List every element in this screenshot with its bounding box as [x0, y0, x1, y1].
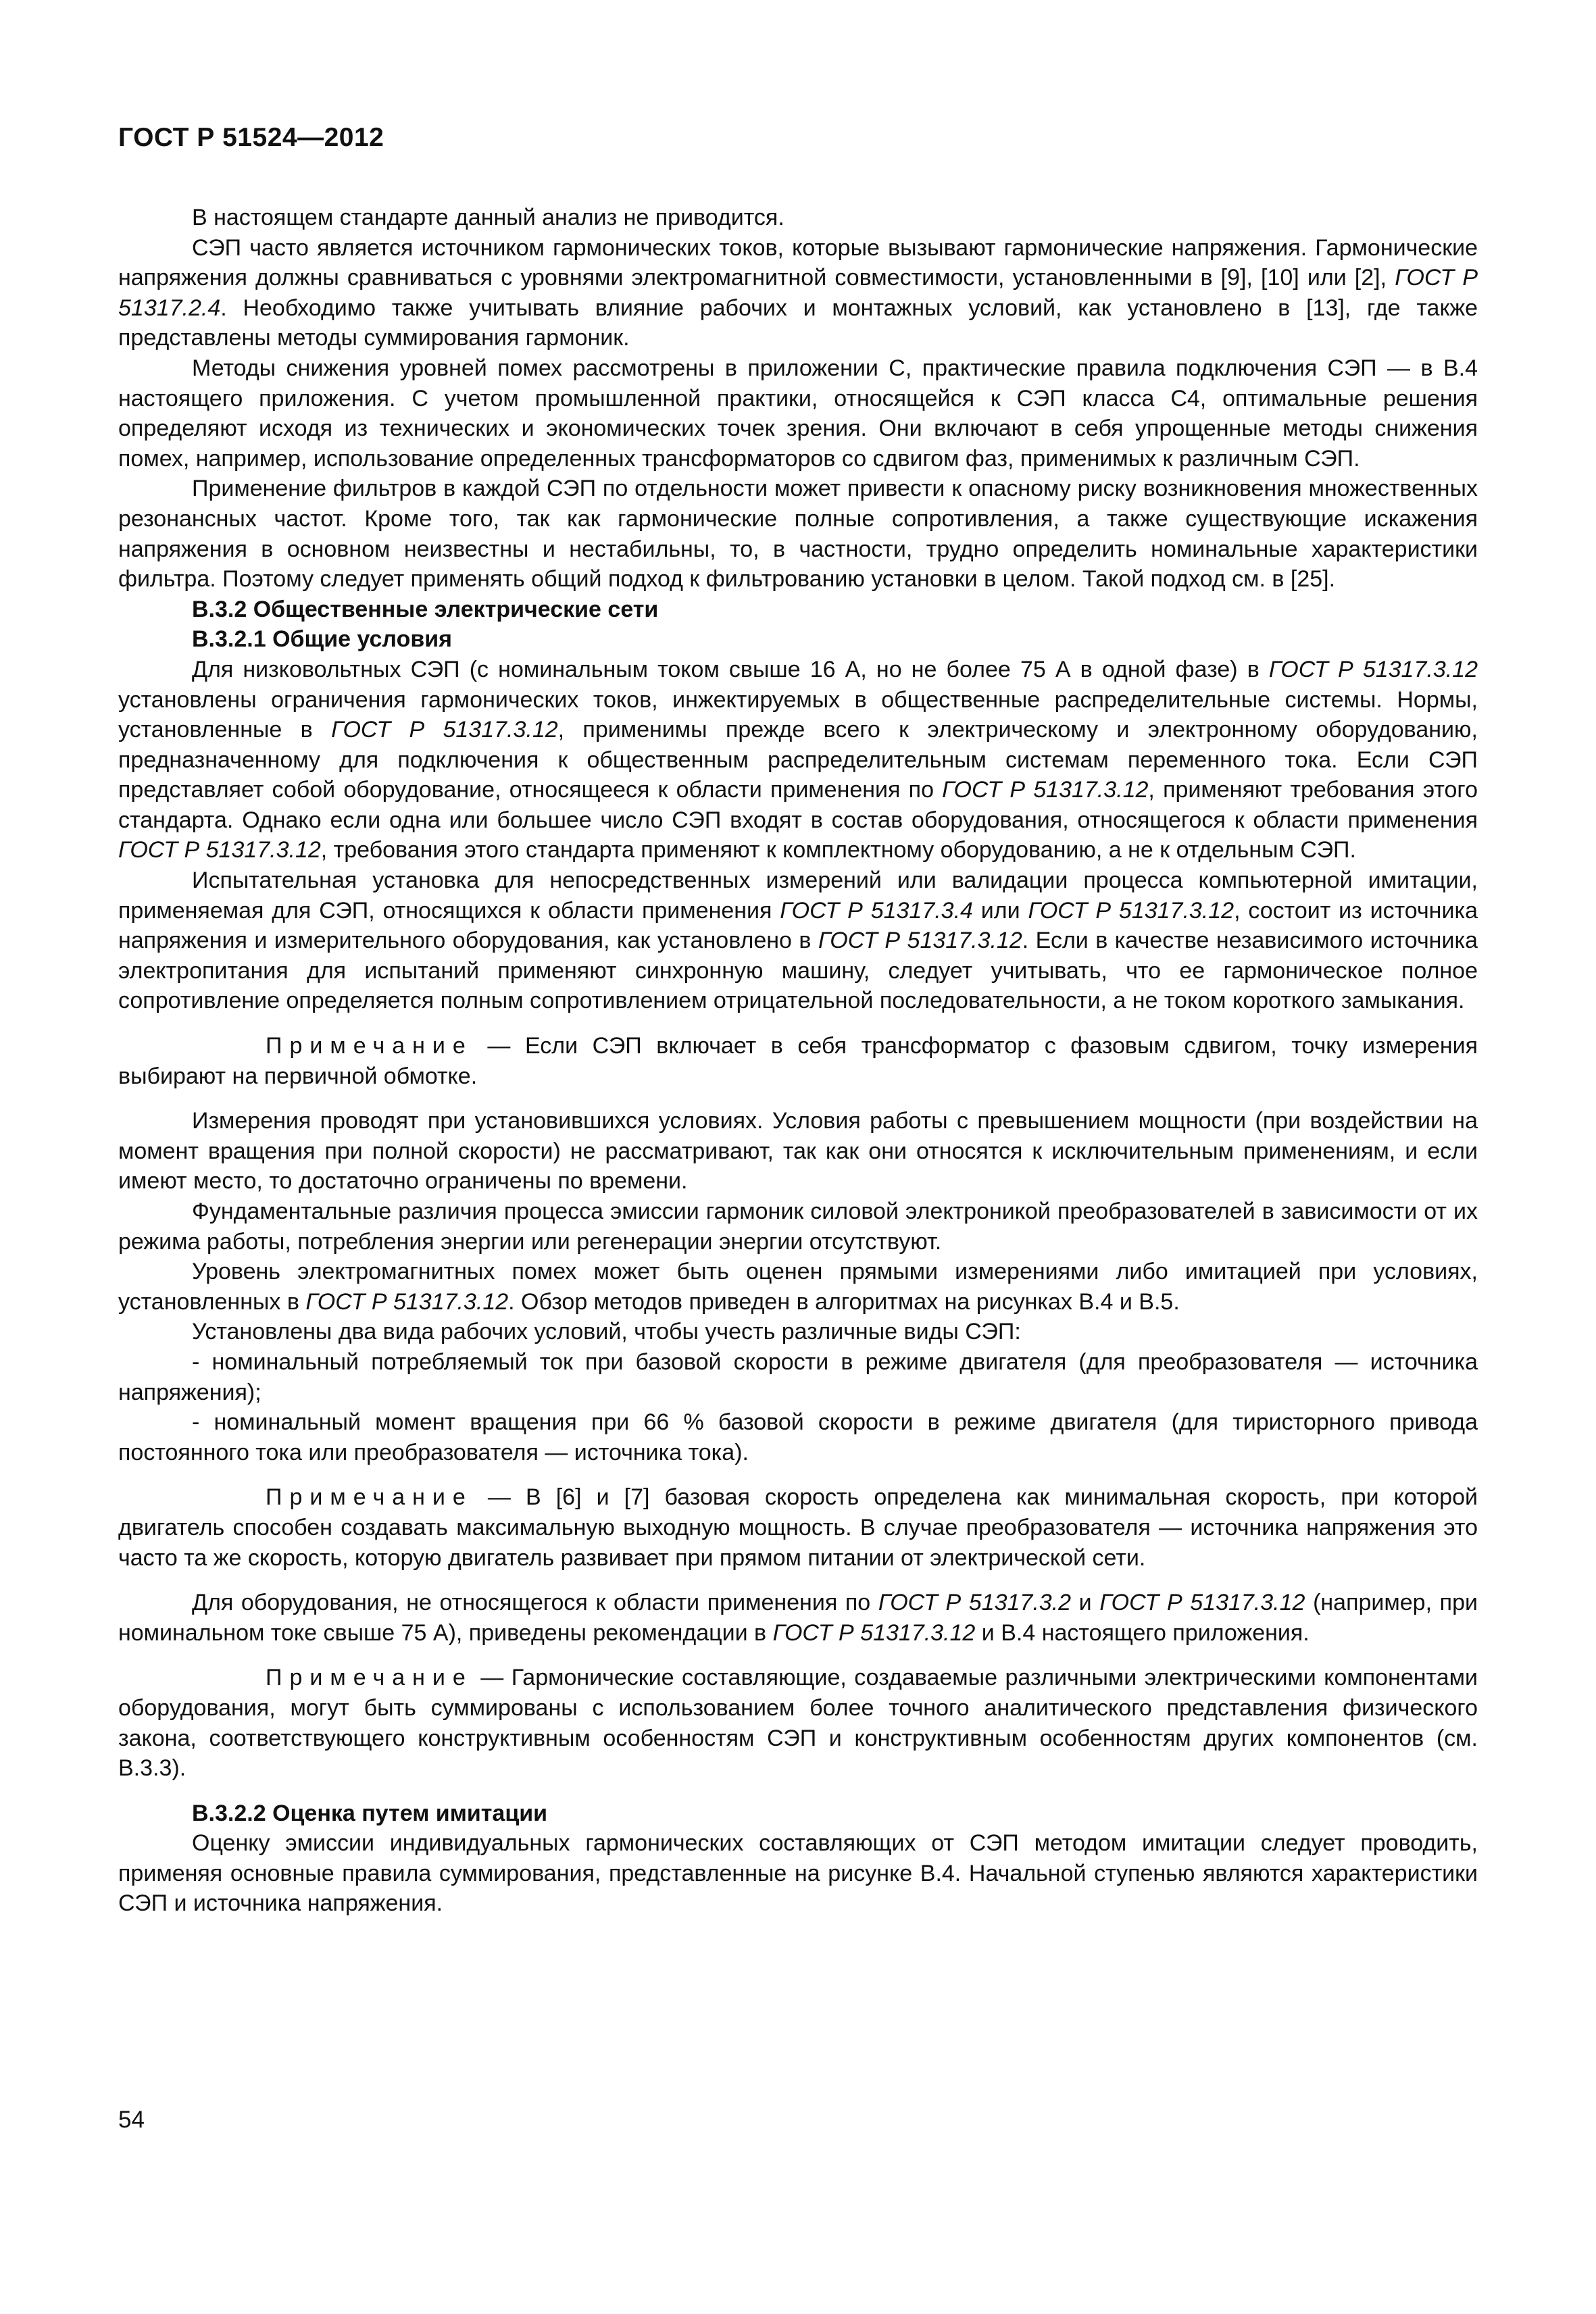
note-text: — Если СЭП включает в себя трансформатор с фазовым сдвигом, точку измерения выбирают на первичной обмотке.	[118, 1033, 1478, 1089]
note-label: Примечание	[266, 1665, 473, 1691]
note-text: — Гармонические составляющие, создаваемые различными электрическими компонентами оборудования, могут быть суммированы с использованием более точного аналитического представления физического закона, соответствующего конструктивным особенностям СЭП и конструктивным особенностям других компонентов (см. В.3.3).	[118, 1665, 1478, 1782]
page-number: 54	[118, 2107, 145, 2133]
list-item: - номинальный момент вращения при 66 % базовой скорости в режиме двигателя (для тиристорного привода постоянного тока или преобразователя — источника тока).	[118, 1409, 1478, 1465]
note-label: Примечание	[266, 1033, 473, 1059]
document-header: ГОСТ Р 51524—2012	[118, 123, 384, 152]
document-body	[118, 203, 1478, 1919]
note-text: — В [6] и [7] базовая скорость определена как минимальная скорость, при которой двигатель способен создавать максимальную выходную мощность. В случае преобразователя — источника напряжения это часто та же скорость, которую двигатель развивает при прямом питании от электрической сети.	[118, 1484, 1478, 1571]
paragraph: Испытательная установка для непосредственных измерений или валидации процесса компьютерной имитации, применяемая для СЭП, относящихся к области применения ГОСТ Р 51317.3.4 или ГОСТ Р 51317.3.12, состоит из источника напряжения и измерительного оборудования, как установлено в ГОСТ Р 51317.3.12. Если в качестве независимого источника электропитания для испытаний применяют синхронную машину, следует учитывать, что ее гармоническое полное сопротивление определяется полным сопротивлением отрицательной последовательности, а не током короткого замыкания.	[118, 867, 1478, 1014]
subsection-heading: В.3.2.2 Оценка путем имитации	[192, 1800, 548, 1826]
paragraph: СЭП часто является источником гармонических токов, которые вызывают гармонические напряжения. Гармонические напряжения должны сравниваться с уровнями электромагнитной совместимости, установленными в [9], [10] или [2], ГОСТ Р 51317.2.4. Необходимо также учитывать влияние рабочих и монтажных условий, как установлено в [13], где также представлены методы суммирования гармоник.	[118, 234, 1478, 351]
paragraph: В настоящем стандарте данный анализ не приводится.	[192, 205, 784, 230]
paragraph: Фундаментальные различия процесса эмиссии гармоник силовой электроникой преобразователей в зависимости от их режима работы, потребления энергии или регенерации энергии отсутствуют.	[118, 1199, 1478, 1255]
paragraph: Оценку эмиссии индивидуальных гармонических составляющих от СЭП методом имитации следует проводить, применяя основные правила суммирования, представленные на рисунке В.4. Начальной ступенью являются характеристики СЭП и источника напряжения.	[118, 1830, 1478, 1917]
paragraph: Применение фильтров в каждой СЭП по отдельности может привести к опасному риску возникновения множественных резонансных частот. Кроме того, так как гармонические полные сопротивления, а также существующие искажения напряжения в основном неизвестны и нестабильны, то, в частности, трудно определить номинальные характеристики фильтра. Поэтому следует применять общий подход к фильтрованию установки в целом. Такой подход см. в [25].	[118, 476, 1478, 593]
note	[118, 1031, 1478, 1091]
paragraph: Методы снижения уровней помех рассмотрены в приложении С, практические правила подключения СЭП — в В.4 настоящего приложения. С учетом промышленной практики, относящейся к СЭП класса С4, оптимальные решения определяют исходя из технических и экономических точек зрения. Они включают в себя упрощенные методы снижения помех, например, использование определенных трансформаторов со сдвигом фаз, применимых к различным СЭП.	[118, 355, 1478, 472]
paragraph: Установлены два вида рабочих условий, чтобы учесть различные виды СЭП:	[192, 1319, 1021, 1345]
list-item: - номинальный потребляемый ток при базовой скорости в режиме двигателя (для преобразователя — источника напряжения);	[118, 1349, 1478, 1405]
section-heading: В.3.2 Общественные электрические сети	[192, 596, 659, 622]
paragraph: Уровень электромагнитных помех может быть оценен прямыми измерениями либо имитацией при условиях, установленных в ГОСТ Р 51317.3.12. Обзор методов приведен в алгоритмах на рисунках В.4 и В.5.	[118, 1259, 1478, 1315]
paragraph: Для оборудования, не относящегося к области применения по ГОСТ Р 51317.3.2 и ГОСТ Р 51317.3.12 (например, при номинальном токе свыше 75 А), приведены рекомендации в ГОСТ Р 51317.3.12 и В.4 настоящего приложения.	[118, 1590, 1478, 1646]
note-label: Примечание	[266, 1484, 473, 1511]
subsection-heading: В.3.2.1 Общие условия	[192, 626, 452, 653]
paragraph: Для низковольтных СЭП (с номинальным током свыше 16 А, но не более 75 А в одной фазе) в ГОСТ Р 51317.3.12 установлены ограничения гармонических токов, инжектируемых в общественные распределительные системы. Нормы, установленные в ГОСТ Р 51317.3.12, применимы прежде всего к электрическому и электронному оборудованию, предназначенному для подключения к общественным распределительным системам переменного тока. Если СЭП представляет собой оборудование, относящееся к области применения по ГОСТ Р 51317.3.12, применяют требования этого стандарта. Однако если одна или большее число СЭП входят в состав оборудования, относящегося к области применения ГОСТ Р 51317.3.12, требования этого стандарта применяют к комплектному оборудованию, а не к отдельным СЭП.	[118, 656, 1478, 863]
paragraph: Измерения проводят при установившихся условиях. Условия работы с превышением мощности (при воздействии на момент вращения при полной скорости) не рассматривают, так как они относятся к исключительным применениям, и если имеют место, то достаточно ограничены по времени.	[118, 1108, 1478, 1194]
note	[118, 1482, 1478, 1573]
note	[118, 1663, 1478, 1783]
